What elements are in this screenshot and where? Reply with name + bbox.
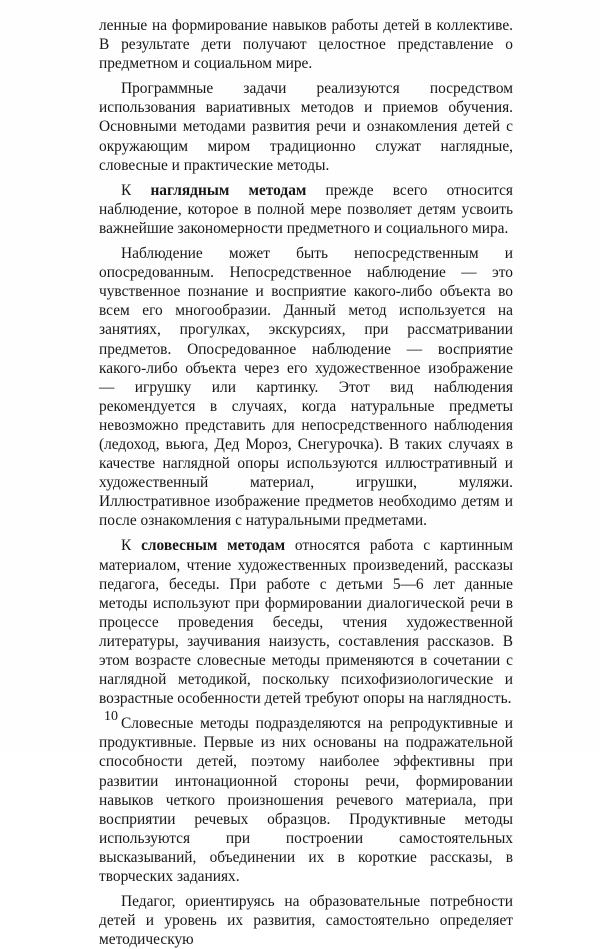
- paragraph-continuation: [99, 16, 513, 73]
- page-number: 10: [104, 709, 118, 724]
- paragraph-teacher: [99, 892, 513, 949]
- paragraph-text: ленные на формирование навыков работы детей в коллективе. В результате дети получают целостное представление о предметном и социальном мире.: [99, 17, 513, 73]
- paragraph-observation: [99, 244, 513, 530]
- paragraph-visual-methods: [99, 181, 513, 238]
- paragraph-text: прежде всего относится наблюдение, которое в полной мере позволяет детям усвоить важнейшие закономерности предметного и социального мира.: [99, 181, 513, 237]
- paragraph-verbal-subtypes: [99, 714, 513, 886]
- bold-term-verbal-methods: словесным методам: [141, 537, 286, 555]
- paragraph-text: Программные задачи реализуются посредством использования вариативных методов и приемов обучения. Основными методами развития речи и ознакомления детей с окружающим миром традиционно служат наглядные, словесные и практические методы.: [99, 80, 513, 174]
- bold-term-visual-methods: наглядным методам: [150, 181, 307, 199]
- paragraph-verbal-methods: [99, 536, 513, 708]
- paragraph-lead: К: [121, 181, 151, 199]
- paragraph-text: Словесные методы подразделяются на репродуктивные и продуктивные. Первые из них основаны на подражательной способности детей, поэтому наиболее эффективны при развитии интонационной стороны речи, формировании навыков четкого произношения речевого материала, при восприятии речевых образцов. Продуктивные методы используются при построении самостоятельных высказываний, объединении их в короткие рассказы, в творческих заданиях.: [99, 715, 513, 886]
- paragraph-text: относятся работа с картинным материалом, чтение художественных произведений, рассказы педагога, беседы. При работе с детьми 5—6 лет данные методы используют при формировании диалогической речи в процессе проведения беседы, чтения художественной литературы, заучивания наизусть, составления рассказов. В этом возрасте словесные методы применяются в сочетании с наглядной методикой, поскольку психофизиологические и возрастные особенности детей требуют опоры на наглядность.: [99, 537, 513, 708]
- paragraph-text: Наблюдение может быть непосредственным и опосредованным. Непосредственное наблюдение — это чувственное познание и восприятие какого-либо объекта во всем его многообразии. Данный метод используется на занятиях, прогулках, экскурсиях, при рассматривании предметов. Опосредованное наблюдение — восприятие какого-либо объекта через его художественное изображение — игрушку или картинку. Этот вид наблюдения рекомендуется в случаях, когда натуральные предметы невозможно представить для непосредственного наблюдения (ледоход, вьюга, Дед Мороз, Снегурочка). В таких случаях в качестве наглядной опоры используются иллюстративный и художественный материал, игрушки, муляжи. Иллюстративное изображение предметов необходимо детям и после ознакомления с натуральными предметами.: [99, 245, 513, 530]
- paragraph-program-tasks: [99, 79, 513, 174]
- paragraph-text: Педагог, ориентируясь на образовательные потребности детей и уровень их развития, самостоятельно определяет методическую: [99, 893, 513, 949]
- paragraph-lead: К: [121, 537, 142, 555]
- body-text: [99, 16, 513, 949]
